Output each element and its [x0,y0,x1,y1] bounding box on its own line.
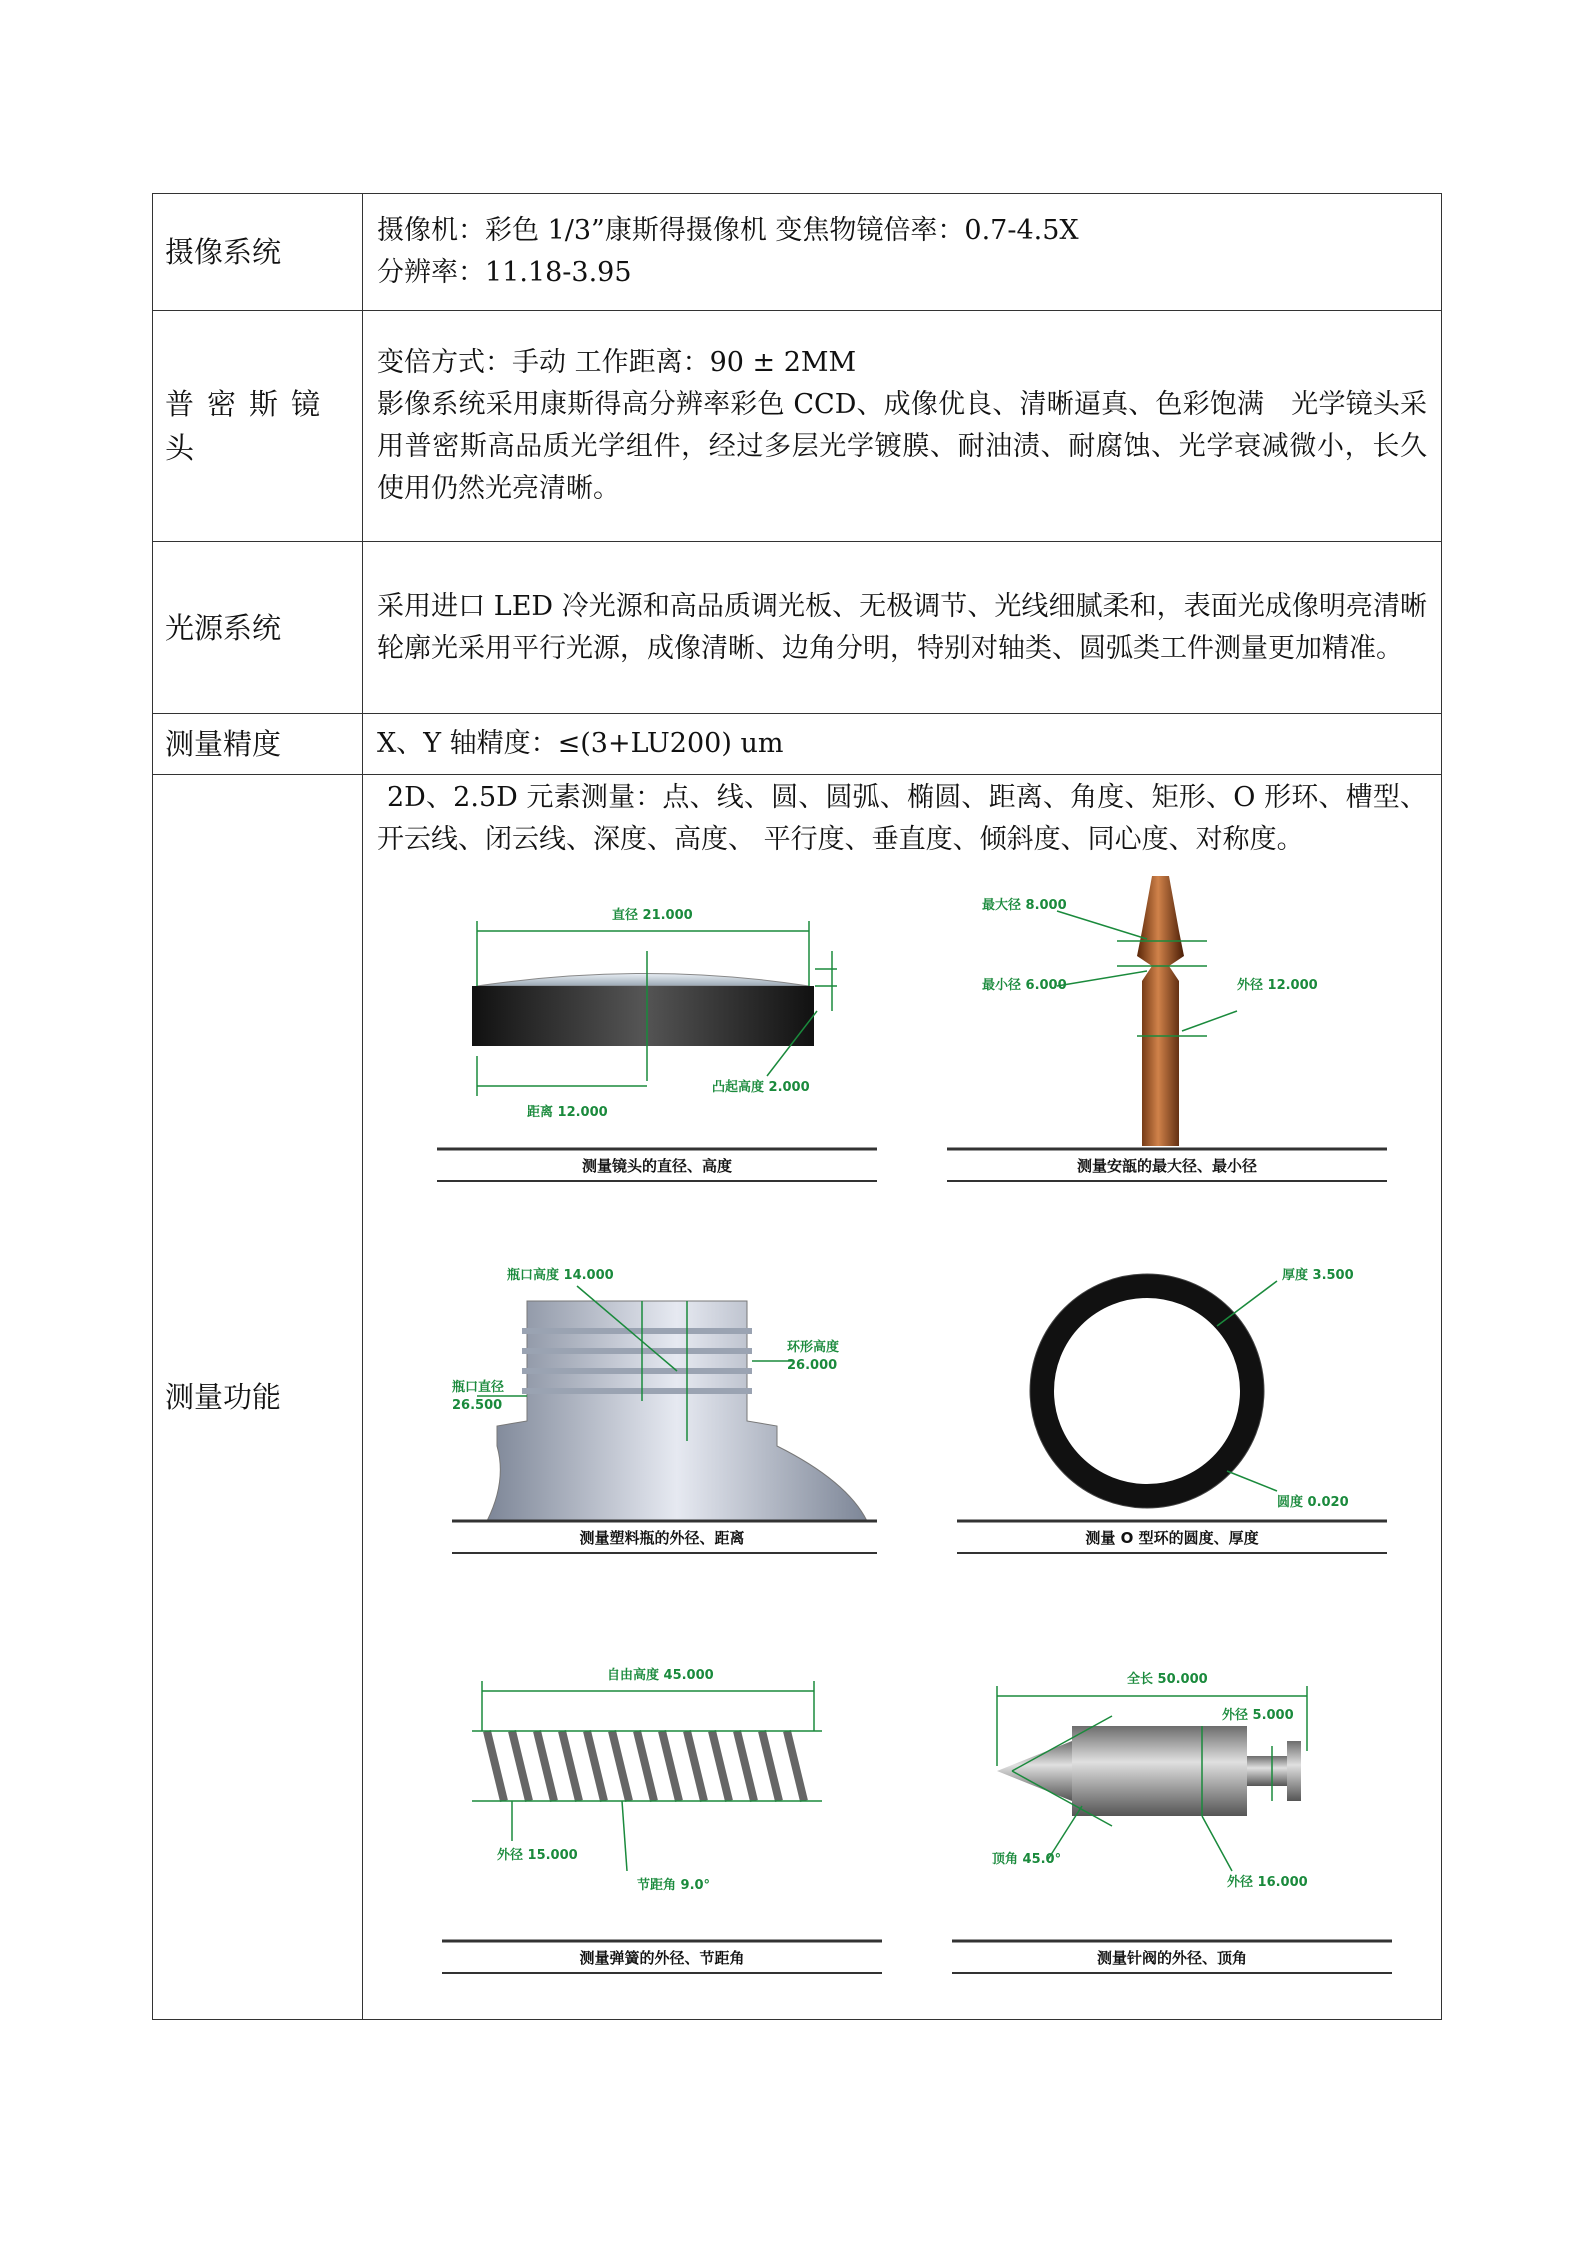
content-line: 分辨率：11.18-3.95 [377,257,632,288]
row-label: 测量功能 [153,775,363,2020]
figure-caption: 测量安瓿的最大径、最小径 [1076,1157,1258,1175]
row-label: 普密斯镜头 [153,311,363,542]
row-label: 光源系统 [153,542,363,714]
content-line: 采用进口 LED 冷光源和高品质调光板、无极调节、光线细腻柔和，表面光成像明亮清晰 轮廓光采用平行光源，成像清晰、边角分明，特别对轴类、圆弧类工件测量更加精准。 [377,590,1454,664]
row-label: 摄像系统 [153,194,363,311]
figure-ampoule [947,861,1387,1191]
needle-body [1072,1726,1247,1816]
dim-label: 瓶口直径 [452,1380,505,1395]
dim-label: 凸起高度 2.000 [712,1080,810,1095]
dim-label: 外径 5.000 [1222,1708,1294,1723]
dim-label: 外径 16.000 [1227,1875,1308,1890]
dim-label: 节距角 9.0° [637,1878,711,1893]
ampoule-body [1137,876,1184,1146]
dim-label: 距离 12.000 [527,1105,608,1120]
figure-caption: 测量 O 型环的圆度、厚度 [1085,1529,1259,1547]
dim-label: 26.500 [452,1398,503,1413]
figure-spring [442,1641,882,1981]
dim-label: 自由高度 45.000 [607,1668,714,1683]
row-content [363,775,1442,2020]
row-functions [153,775,1442,2020]
figure-needle [952,1641,1392,1981]
content-line: X、Y 轴精度：≤(3+LU200) um [377,728,784,759]
spec-table [152,193,1454,2020]
figure-bottle [447,1251,877,1561]
content-line: 变倍方式：手动 工作距离：90 ± 2MM [377,347,857,378]
figure-caption: 测量弹簧的外径、节距角 [579,1949,745,1967]
dim-label: 最小径 6.000 [982,978,1067,993]
row-light-source [153,542,1442,714]
dim-label: 厚度 3.500 [1282,1268,1354,1283]
needle-tip [997,1741,1072,1801]
row-content [363,714,1442,775]
content-line: 摄像机：彩色 1/3”康斯得摄像机 变焦物镜倍率：0.7-4.5X [377,215,1079,246]
figure-caption: 测量镜头的直径、高度 [581,1157,733,1175]
figure-caption: 测量针阀的外径、顶角 [1096,1949,1248,1967]
row-lens [153,311,1442,542]
dim-label: 顶角 45.0° [992,1852,1062,1867]
dim-label: 外径 12.000 [1237,978,1318,993]
lens-body [472,986,814,1046]
dim-label: 最大径 8.000 [982,898,1067,913]
content-line: 2D、2.5D 元素测量：点、线、圆、圆弧、椭圆、距离、角度、矩形、O 形环、槽型、开云线、闭云线、深度、高度、 平行度、垂直度、倾斜度、同心度、对称度。 [377,782,1427,855]
row-content [363,542,1454,714]
dim-label: 直径 21.000 [612,908,693,923]
row-label: 测量精度 [153,714,363,775]
figure-grid [377,861,1427,2011]
dim-label: 环形高度 [787,1340,840,1355]
row-camera-system [153,194,1442,311]
content-line: 影像系统采用康斯得高分辨率彩色 CCD、成像优良、清晰逼真、色彩饱满 光学镜头采用普密斯高品质光学组件，经过多层光学镀膜、耐油渍、耐腐蚀、光学衰减微小，长久使用仍然光亮清晰。 [377,389,1427,504]
dim-label: 26.000 [787,1358,838,1373]
dim-label: 瓶口高度 14.000 [507,1268,614,1283]
dim-label: 全长 50.000 [1127,1672,1208,1687]
figure-lens [437,891,877,1191]
figure-oring [957,1251,1387,1561]
o-ring [1042,1286,1252,1496]
row-content [363,194,1442,311]
dim-label: 圆度 0.020 [1277,1495,1349,1510]
spring-coils [487,1731,804,1801]
figure-caption: 测量塑料瓶的外径、距离 [579,1529,745,1547]
dim-label: 外径 15.000 [497,1848,578,1863]
row-accuracy [153,714,1442,775]
row-content [363,311,1442,542]
